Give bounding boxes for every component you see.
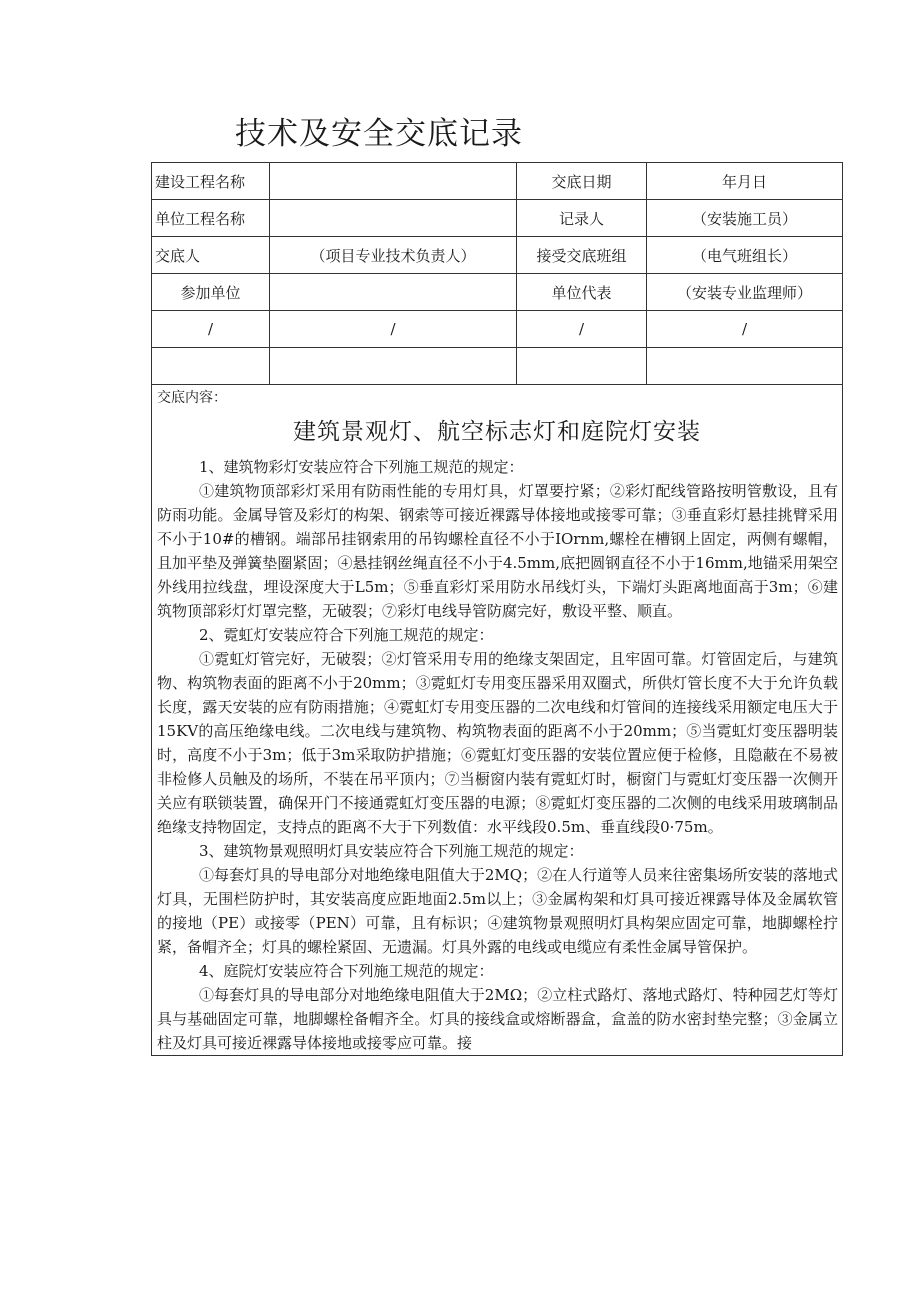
slash-cell-1: / xyxy=(152,311,270,348)
value-unit-rep: （安装专业监理师） xyxy=(647,274,843,311)
section-2-text: ①霓虹灯管完好，无破裂；②灯管采用专用的绝缘支架固定，且牢固可靠。灯管固定后，与建筑物、构筑物表面的距离不小于20mm；③霓虹灯专用变压器采用双圈式，所供灯管长度不大于允许负载长度，露天安装的应有防雨措施；④霓虹灯专用变压器的二次电线和灯管间的连接线采用额定电压大于15KV的高压绝缘电线。二次电线与建筑物、构筑物表面的距离不小于20mm；⑤当霓虹灯变压器明装时，高度不小于3m；低于3m采取防护措施；⑥霓虹灯变压器的安装位置应便于检修，且隐蔽在不易被非检修人员触及的场所，不装在吊平顶内；⑦当橱窗内装有霓虹灯时，橱窗门与霓虹灯变压器一次侧开关应有联锁装置，确保开门不接通霓虹灯变压器的电源；⑧霓虹灯变压器的二次侧的电线采用玻璃制品绝缘支持物固定，支持点的距离不大于下列数值：水平线段0.5m、垂直线段0·75m。 xyxy=(157,650,838,836)
empty-cell-2 xyxy=(270,348,517,385)
empty-cell-4 xyxy=(647,348,843,385)
section-2-heading: 2、霓虹灯安装应符合下列施工规范的规定： xyxy=(199,626,494,644)
form-row-empty xyxy=(152,348,843,385)
value-recorder: （安装施工员） xyxy=(647,200,843,237)
slash-cell-2: / xyxy=(270,311,517,348)
content-label: 交底内容： xyxy=(157,390,227,406)
form-row-project-name xyxy=(152,163,843,200)
label-unit-rep: 单位代表 xyxy=(517,274,647,311)
label-receiving-team: 接受交底班组 xyxy=(517,237,647,274)
content-body xyxy=(155,455,839,1055)
label-recorder: 记录人 xyxy=(517,200,647,237)
value-receiving-team: （电气班组长） xyxy=(647,237,843,274)
content-subtitle: 建筑景观灯、航空标志灯和庭院灯安装 xyxy=(293,419,701,445)
section-4-text: ①每套灯具的导电部分对地绝缘电阻值大于2MΩ；②立柱式路灯、落地式路灯、特种园艺灯等灯具与基础固定可靠，地脚螺栓备帽齐全。灯具的接线盒或熔断器盒，盒盖的防水密封垫完整；③金属立柱及灯具可接近裸露导体接地或接零应可靠。接 xyxy=(157,986,838,1052)
label-date: 交底日期 xyxy=(517,163,647,200)
empty-cell-1 xyxy=(152,348,270,385)
value-project-name xyxy=(270,163,517,200)
value-date: 年月日 xyxy=(647,163,843,200)
record-form-table xyxy=(151,162,843,1056)
label-participants: 参加单位 xyxy=(152,274,270,311)
value-presenter: （项目专业技术负责人） xyxy=(270,237,517,274)
section-4-heading: 4、庭院灯安装应符合下列施工规范的规定： xyxy=(199,962,494,980)
document-title: 技术及安全交底记录 xyxy=(235,116,523,152)
section-1-text: ①建筑物顶部彩灯采用有防雨性能的专用灯具，灯罩要拧紧；②彩灯配线管路按明管敷设，且有防雨功能。金属导管及彩灯的构架、钢索等可接近裸露导体接地或接零可靠；③垂直彩灯悬挂挑臂采用不小于10#的槽钢。端部吊挂钢索用的吊钩螺栓直径不小于IOrnm,螺栓在槽钢上固定，两侧有螺帽，且加平垫及弹簧垫圈紧固；④悬挂钢丝绳直径不小于4.5mm,底把圆钢直径不小于16mm,地锚采用架空外线用拉线盘，埋设深度大于L5m；⑤垂直彩灯采用防水吊线灯头，下端灯头距离地面高于3m；⑥建筑物顶部彩灯灯罩完整，无破裂；⑦彩灯电线导管防腐完好，敷设平整、顺直。 xyxy=(157,482,838,620)
content-cell xyxy=(152,385,843,1056)
section-3-heading: 3、建筑物景观照明灯具安装应符合下列施工规范的规定： xyxy=(199,842,584,860)
label-presenter: 交底人 xyxy=(152,237,270,274)
form-row-unit-name xyxy=(152,200,843,237)
form-row-presenter xyxy=(152,237,843,274)
label-unit-name: 单位工程名称 xyxy=(152,200,270,237)
form-row-content xyxy=(152,385,843,1056)
value-unit-name xyxy=(270,200,517,237)
empty-cell-3 xyxy=(517,348,647,385)
slash-cell-4: / xyxy=(647,311,843,348)
form-row-participants xyxy=(152,274,843,311)
section-1-heading: 1、建筑物彩灯安装应符合下列施工规范的规定： xyxy=(199,458,524,476)
form-row-slashes xyxy=(152,311,843,348)
section-3-text: ①每套灯具的导电部分对地绝缘电阻值大于2MQ；②在人行道等人员来往密集场所安装的落地式灯具，无围栏防护时，其安装高度应距地面2.5m以上；③金属构架和灯具可接近裸露导体及金属软管的接地（PE）或接零（PEN）可靠，且有标识；④建筑物景观照明灯具构架应固定可靠，地脚螺栓拧紧，备帽齐全；灯具的螺栓紧固、无遗漏。灯具外露的电线或电缆应有柔性金属导管保护。 xyxy=(157,866,838,956)
value-participants xyxy=(270,274,517,311)
label-project-name: 建设工程名称 xyxy=(152,163,270,200)
slash-cell-3: / xyxy=(517,311,647,348)
